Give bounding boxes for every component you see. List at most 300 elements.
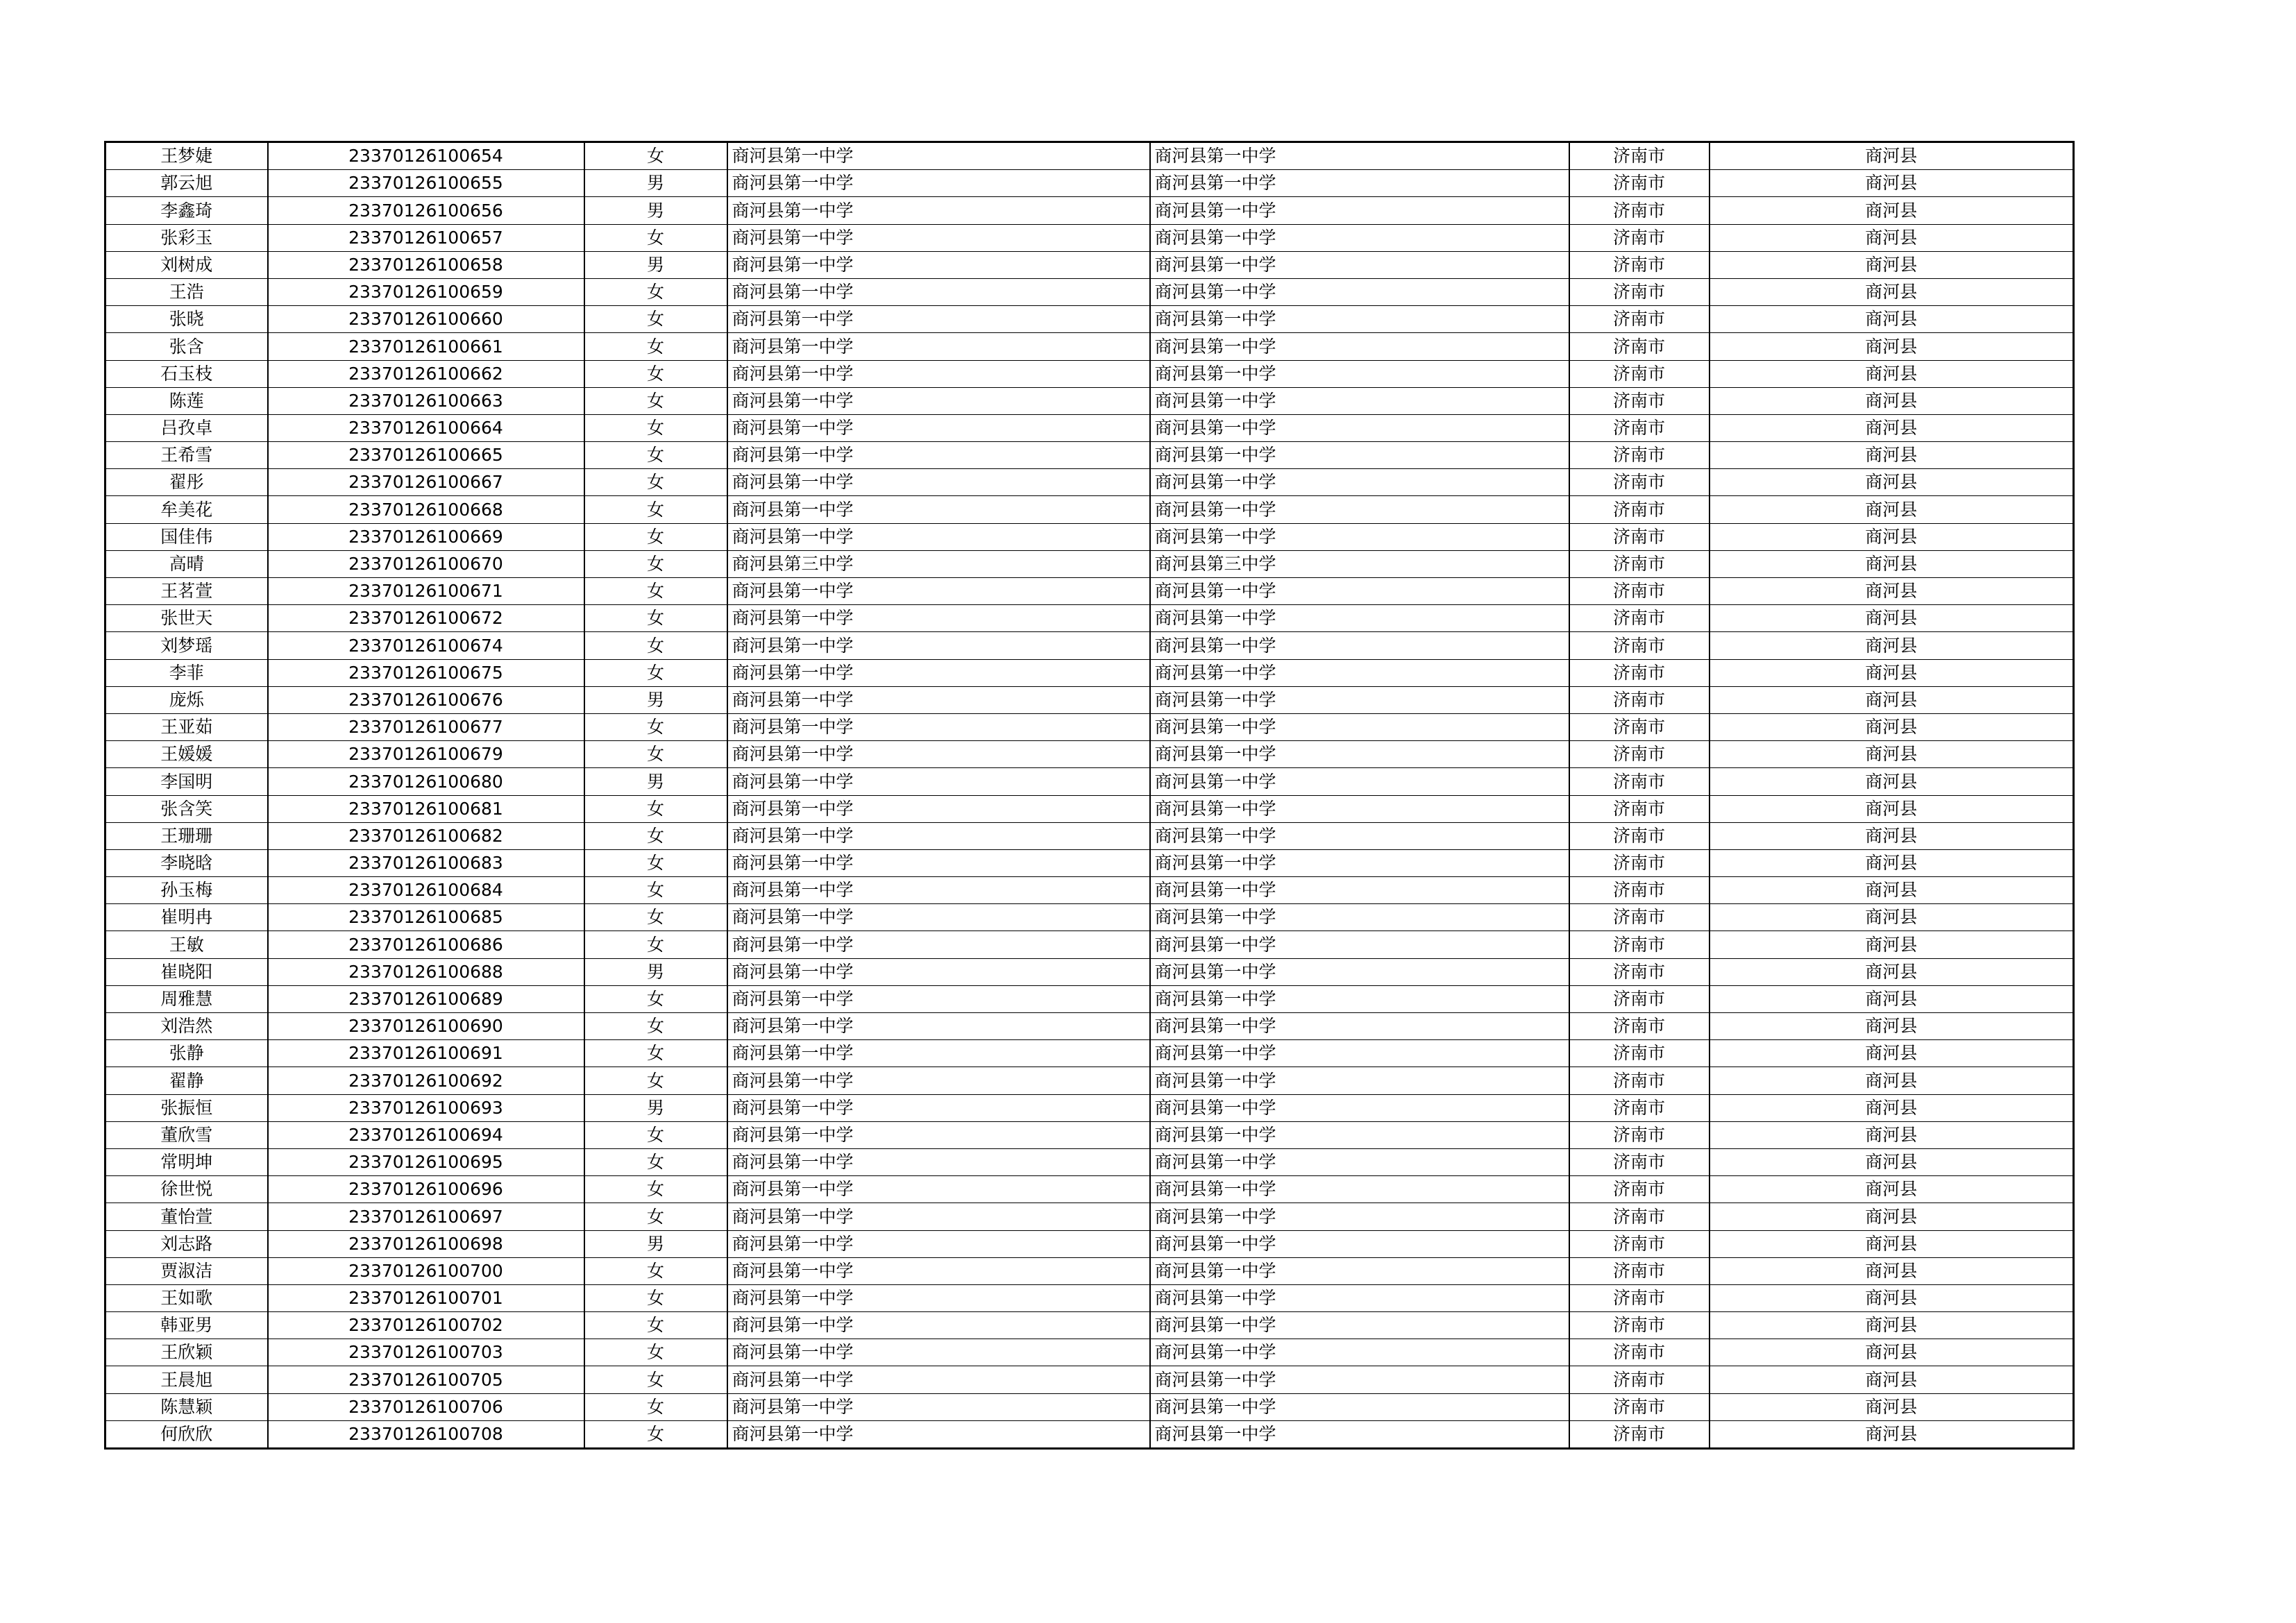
table-row [105,877,2074,904]
gender-cell: 女 [584,741,727,768]
city-cell: 济南市 [1569,333,1710,360]
city-cell: 济南市 [1569,904,1710,931]
gender-cell: 女 [584,469,727,496]
table-row [105,958,2074,985]
school-cell: 商河县第一中学 [727,306,1150,333]
gender-cell: 男 [584,686,727,713]
school-cell: 商河县第一中学 [727,251,1150,278]
county-cell: 商河县 [1710,1148,2074,1175]
exam-site-cell: 商河县第一中学 [1150,659,1569,686]
gender-cell: 女 [584,1013,727,1040]
exam-id-cell: 23370126100693 [268,1094,584,1121]
gender-cell: 女 [584,849,727,876]
name-cell: 张彩玉 [105,224,268,251]
exam-site-cell: 商河县第一中学 [1150,849,1569,876]
name-cell: 李菲 [105,659,268,686]
table-row [105,414,2074,441]
city-cell: 济南市 [1569,1393,1710,1420]
county-cell: 商河县 [1710,1094,2074,1121]
city-cell: 济南市 [1569,1121,1710,1148]
city-cell: 济南市 [1569,197,1710,224]
exam-id-cell: 23370126100684 [268,877,584,904]
name-cell: 王珊珊 [105,822,268,849]
exam-id-cell: 23370126100667 [268,469,584,496]
name-cell: 张含笑 [105,795,268,822]
city-cell: 济南市 [1569,877,1710,904]
county-cell: 商河县 [1710,849,2074,876]
exam-id-cell: 23370126100706 [268,1393,584,1420]
school-cell: 商河县第一中学 [727,1040,1150,1067]
county-cell: 商河县 [1710,224,2074,251]
school-cell: 商河县第一中学 [727,1420,1150,1448]
gender-cell: 男 [584,1230,727,1257]
school-cell: 商河县第一中学 [727,849,1150,876]
city-cell: 济南市 [1569,1176,1710,1203]
city-cell: 济南市 [1569,306,1710,333]
gender-cell: 女 [584,822,727,849]
exam-site-cell: 商河县第一中学 [1150,496,1569,523]
gender-cell: 女 [584,414,727,441]
gender-cell: 女 [584,278,727,305]
gender-cell: 男 [584,251,727,278]
city-cell: 济南市 [1569,632,1710,659]
exam-site-cell: 商河县第一中学 [1150,768,1569,795]
name-cell: 刘志路 [105,1230,268,1257]
county-cell: 商河县 [1710,1420,2074,1448]
exam-site-cell: 商河县第一中学 [1150,605,1569,632]
county-cell: 商河县 [1710,659,2074,686]
exam-site-cell: 商河县第一中学 [1150,360,1569,387]
county-cell: 商河县 [1710,605,2074,632]
exam-site-cell: 商河县第一中学 [1150,877,1569,904]
exam-site-cell: 商河县第一中学 [1150,251,1569,278]
name-cell: 张世天 [105,605,268,632]
exam-id-cell: 23370126100662 [268,360,584,387]
exam-site-cell: 商河县第一中学 [1150,1040,1569,1067]
gender-cell: 女 [584,360,727,387]
gender-cell: 女 [584,550,727,577]
name-cell: 王梦婕 [105,142,268,170]
exam-id-cell: 23370126100675 [268,659,584,686]
county-cell: 商河县 [1710,360,2074,387]
county-cell: 商河县 [1710,414,2074,441]
school-cell: 商河县第一中学 [727,713,1150,740]
exam-id-cell: 23370126100689 [268,985,584,1012]
county-cell: 商河县 [1710,1203,2074,1230]
table-row [105,659,2074,686]
gender-cell: 女 [584,659,727,686]
school-cell: 商河县第一中学 [727,1257,1150,1284]
city-cell: 济南市 [1569,1013,1710,1040]
county-cell: 商河县 [1710,333,2074,360]
table-row [105,713,2074,740]
exam-id-cell: 23370126100660 [268,306,584,333]
exam-site-cell: 商河县第一中学 [1150,632,1569,659]
gender-cell: 男 [584,958,727,985]
exam-id-cell: 23370126100705 [268,1366,584,1393]
exam-site-cell: 商河县第一中学 [1150,931,1569,958]
school-cell: 商河县第一中学 [727,1312,1150,1339]
school-cell: 商河县第一中学 [727,1148,1150,1175]
county-cell: 商河县 [1710,306,2074,333]
name-cell: 何欣欣 [105,1420,268,1448]
exam-site-cell: 商河县第一中学 [1150,795,1569,822]
table-row [105,904,2074,931]
name-cell: 王欣颖 [105,1339,268,1366]
county-cell: 商河县 [1710,1312,2074,1339]
exam-site-cell: 商河县第一中学 [1150,1203,1569,1230]
school-cell: 商河县第一中学 [727,1366,1150,1393]
exam-site-cell: 商河县第一中学 [1150,1094,1569,1121]
gender-cell: 女 [584,904,727,931]
name-cell: 王茗萱 [105,578,268,605]
school-cell: 商河县第一中学 [727,1339,1150,1366]
school-cell: 商河县第一中学 [727,1230,1150,1257]
exam-site-cell: 商河县第一中学 [1150,713,1569,740]
city-cell: 济南市 [1569,931,1710,958]
exam-id-cell: 23370126100663 [268,387,584,414]
table-row [105,768,2074,795]
table-row [105,605,2074,632]
school-cell: 商河县第一中学 [727,1203,1150,1230]
county-cell: 商河县 [1710,387,2074,414]
county-cell: 商河县 [1710,1393,2074,1420]
name-cell: 李国明 [105,768,268,795]
city-cell: 济南市 [1569,224,1710,251]
name-cell: 刘树成 [105,251,268,278]
exam-site-cell: 商河县第一中学 [1150,523,1569,550]
gender-cell: 男 [584,197,727,224]
school-cell: 商河县第一中学 [727,442,1150,469]
name-cell: 王亚茹 [105,713,268,740]
gender-cell: 女 [584,1393,727,1420]
exam-site-cell: 商河县第一中学 [1150,224,1569,251]
name-cell: 王希雪 [105,442,268,469]
name-cell: 贾淑洁 [105,1257,268,1284]
county-cell: 商河县 [1710,904,2074,931]
school-cell: 商河县第一中学 [727,605,1150,632]
exam-site-cell: 商河县第一中学 [1150,1284,1569,1311]
city-cell: 济南市 [1569,741,1710,768]
table-row [105,251,2074,278]
table-row [105,795,2074,822]
school-cell: 商河县第一中学 [727,224,1150,251]
school-cell: 商河县第一中学 [727,333,1150,360]
name-cell: 董欣雪 [105,1121,268,1148]
exam-id-cell: 23370126100698 [268,1230,584,1257]
name-cell: 周雅慧 [105,985,268,1012]
gender-cell: 女 [584,632,727,659]
name-cell: 张晓 [105,306,268,333]
exam-site-cell: 商河县第一中学 [1150,306,1569,333]
name-cell: 刘梦瑶 [105,632,268,659]
exam-id-cell: 23370126100654 [268,142,584,170]
name-cell: 王敏 [105,931,268,958]
exam-site-cell: 商河县第一中学 [1150,741,1569,768]
exam-site-cell: 商河县第一中学 [1150,442,1569,469]
county-cell: 商河县 [1710,1121,2074,1148]
exam-site-cell: 商河县第一中学 [1150,1393,1569,1420]
school-cell: 商河县第一中学 [727,795,1150,822]
school-cell: 商河县第一中学 [727,958,1150,985]
exam-id-cell: 23370126100688 [268,958,584,985]
city-cell: 济南市 [1569,578,1710,605]
exam-id-cell: 23370126100674 [268,632,584,659]
city-cell: 济南市 [1569,985,1710,1012]
exam-id-cell: 23370126100685 [268,904,584,931]
gender-cell: 女 [584,442,727,469]
gender-cell: 女 [584,713,727,740]
table-row [105,360,2074,387]
exam-site-cell: 商河县第一中学 [1150,904,1569,931]
table-row [105,1284,2074,1311]
county-cell: 商河县 [1710,578,2074,605]
school-cell: 商河县第一中学 [727,523,1150,550]
city-cell: 济南市 [1569,469,1710,496]
exam-id-cell: 23370126100692 [268,1067,584,1094]
exam-id-cell: 23370126100701 [268,1284,584,1311]
exam-id-cell: 23370126100657 [268,224,584,251]
gender-cell: 女 [584,931,727,958]
gender-cell: 女 [584,1312,727,1339]
table-row [105,741,2074,768]
name-cell: 王媛媛 [105,741,268,768]
gender-cell: 女 [584,333,727,360]
name-cell: 张静 [105,1040,268,1067]
name-cell: 陈莲 [105,387,268,414]
county-cell: 商河县 [1710,768,2074,795]
exam-site-cell: 商河县第一中学 [1150,1257,1569,1284]
exam-id-cell: 23370126100676 [268,686,584,713]
school-cell: 商河县第一中学 [727,686,1150,713]
exam-id-cell: 23370126100697 [268,1203,584,1230]
school-cell: 商河县第三中学 [727,550,1150,577]
county-cell: 商河县 [1710,1176,2074,1203]
exam-site-cell: 商河县第一中学 [1150,1067,1569,1094]
exam-site-cell: 商河县第一中学 [1150,1148,1569,1175]
city-cell: 济南市 [1569,442,1710,469]
school-cell: 商河县第一中学 [727,1121,1150,1148]
table-row [105,1312,2074,1339]
exam-site-cell: 商河县第一中学 [1150,985,1569,1012]
county-cell: 商河县 [1710,1040,2074,1067]
student-roster-table [104,141,2075,1450]
table-row [105,1121,2074,1148]
exam-id-cell: 23370126100680 [268,768,584,795]
table-row [105,333,2074,360]
county-cell: 商河县 [1710,496,2074,523]
school-cell: 商河县第一中学 [727,741,1150,768]
city-cell: 济南市 [1569,822,1710,849]
exam-site-cell: 商河县第一中学 [1150,1230,1569,1257]
school-cell: 商河县第一中学 [727,1067,1150,1094]
city-cell: 济南市 [1569,659,1710,686]
table-row [105,442,2074,469]
city-cell: 济南市 [1569,170,1710,197]
gender-cell: 女 [584,1203,727,1230]
gender-cell: 女 [584,224,727,251]
exam-id-cell: 23370126100700 [268,1257,584,1284]
gender-cell: 女 [584,523,727,550]
gender-cell: 女 [584,1257,727,1284]
county-cell: 商河县 [1710,931,2074,958]
name-cell: 王浩 [105,278,268,305]
county-cell: 商河县 [1710,741,2074,768]
name-cell: 韩亚男 [105,1312,268,1339]
table-row [105,632,2074,659]
county-cell: 商河县 [1710,142,2074,170]
county-cell: 商河县 [1710,632,2074,659]
exam-id-cell: 23370126100672 [268,605,584,632]
exam-site-cell: 商河县第一中学 [1150,1366,1569,1393]
county-cell: 商河县 [1710,278,2074,305]
school-cell: 商河县第一中学 [727,278,1150,305]
county-cell: 商河县 [1710,442,2074,469]
exam-id-cell: 23370126100665 [268,442,584,469]
school-cell: 商河县第一中学 [727,414,1150,441]
school-cell: 商河县第一中学 [727,1013,1150,1040]
table-row [105,1420,2074,1448]
exam-site-cell: 商河县第一中学 [1150,958,1569,985]
county-cell: 商河县 [1710,686,2074,713]
name-cell: 吕孜卓 [105,414,268,441]
city-cell: 济南市 [1569,768,1710,795]
county-cell: 商河县 [1710,1339,2074,1366]
exam-site-cell: 商河县第一中学 [1150,387,1569,414]
county-cell: 商河县 [1710,1366,2074,1393]
city-cell: 济南市 [1569,278,1710,305]
table-row [105,306,2074,333]
name-cell: 石玉枝 [105,360,268,387]
table-row [105,931,2074,958]
table-row [105,1148,2074,1175]
city-cell: 济南市 [1569,496,1710,523]
table-row [105,1094,2074,1121]
school-cell: 商河县第一中学 [727,985,1150,1012]
gender-cell: 女 [584,1420,727,1448]
exam-site-cell: 商河县第一中学 [1150,1312,1569,1339]
gender-cell: 女 [584,1121,727,1148]
city-cell: 济南市 [1569,1420,1710,1448]
city-cell: 济南市 [1569,795,1710,822]
exam-site-cell: 商河县第三中学 [1150,550,1569,577]
name-cell: 刘浩然 [105,1013,268,1040]
gender-cell: 男 [584,170,727,197]
table-row [105,1176,2074,1203]
exam-id-cell: 23370126100690 [268,1013,584,1040]
table-row [105,1203,2074,1230]
exam-site-cell: 商河县第一中学 [1150,333,1569,360]
table-row [105,278,2074,305]
table-row [105,1393,2074,1420]
name-cell: 王晨旭 [105,1366,268,1393]
name-cell: 翟彤 [105,469,268,496]
county-cell: 商河县 [1710,1284,2074,1311]
gender-cell: 女 [584,496,727,523]
table-row [105,1230,2074,1257]
gender-cell: 男 [584,768,727,795]
exam-id-cell: 23370126100694 [268,1121,584,1148]
county-cell: 商河县 [1710,1067,2074,1094]
city-cell: 济南市 [1569,1040,1710,1067]
city-cell: 济南市 [1569,1230,1710,1257]
name-cell: 庞烁 [105,686,268,713]
exam-id-cell: 23370126100681 [268,795,584,822]
school-cell: 商河县第一中学 [727,877,1150,904]
school-cell: 商河县第一中学 [727,197,1150,224]
exam-id-cell: 23370126100670 [268,550,584,577]
school-cell: 商河县第一中学 [727,659,1150,686]
city-cell: 济南市 [1569,1067,1710,1094]
city-cell: 济南市 [1569,849,1710,876]
exam-site-cell: 商河县第一中学 [1150,1013,1569,1040]
exam-site-cell: 商河县第一中学 [1150,1121,1569,1148]
exam-id-cell: 23370126100691 [268,1040,584,1067]
city-cell: 济南市 [1569,1339,1710,1366]
exam-id-cell: 23370126100708 [268,1420,584,1448]
county-cell: 商河县 [1710,958,2074,985]
gender-cell: 女 [584,1176,727,1203]
gender-cell: 女 [584,795,727,822]
city-cell: 济南市 [1569,1366,1710,1393]
city-cell: 济南市 [1569,251,1710,278]
exam-id-cell: 23370126100703 [268,1339,584,1366]
gender-cell: 女 [584,877,727,904]
exam-site-cell: 商河县第一中学 [1150,578,1569,605]
gender-cell: 男 [584,1094,727,1121]
name-cell: 张振恒 [105,1094,268,1121]
gender-cell: 女 [584,985,727,1012]
school-cell: 商河县第一中学 [727,360,1150,387]
city-cell: 济南市 [1569,550,1710,577]
exam-id-cell: 23370126100702 [268,1312,584,1339]
table-row [105,985,2074,1012]
name-cell: 常明坤 [105,1148,268,1175]
county-cell: 商河县 [1710,1013,2074,1040]
city-cell: 济南市 [1569,686,1710,713]
school-cell: 商河县第一中学 [727,1284,1150,1311]
table-row [105,170,2074,197]
school-cell: 商河县第一中学 [727,822,1150,849]
school-cell: 商河县第一中学 [727,1176,1150,1203]
table-row [105,1339,2074,1366]
exam-id-cell: 23370126100679 [268,741,584,768]
exam-id-cell: 23370126100683 [268,849,584,876]
city-cell: 济南市 [1569,1094,1710,1121]
name-cell: 孙玉梅 [105,877,268,904]
school-cell: 商河县第一中学 [727,1393,1150,1420]
name-cell: 李鑫琦 [105,197,268,224]
table-row [105,469,2074,496]
exam-id-cell: 23370126100664 [268,414,584,441]
name-cell: 崔明冉 [105,904,268,931]
county-cell: 商河县 [1710,1257,2074,1284]
county-cell: 商河县 [1710,197,2074,224]
county-cell: 商河县 [1710,822,2074,849]
gender-cell: 女 [584,142,727,170]
city-cell: 济南市 [1569,360,1710,387]
gender-cell: 女 [584,578,727,605]
exam-id-cell: 23370126100669 [268,523,584,550]
table-row [105,550,2074,577]
school-cell: 商河县第一中学 [727,768,1150,795]
exam-id-cell: 23370126100695 [268,1148,584,1175]
city-cell: 济南市 [1569,414,1710,441]
school-cell: 商河县第一中学 [727,904,1150,931]
table-row [105,1366,2074,1393]
city-cell: 济南市 [1569,1148,1710,1175]
name-cell: 董怡萱 [105,1203,268,1230]
